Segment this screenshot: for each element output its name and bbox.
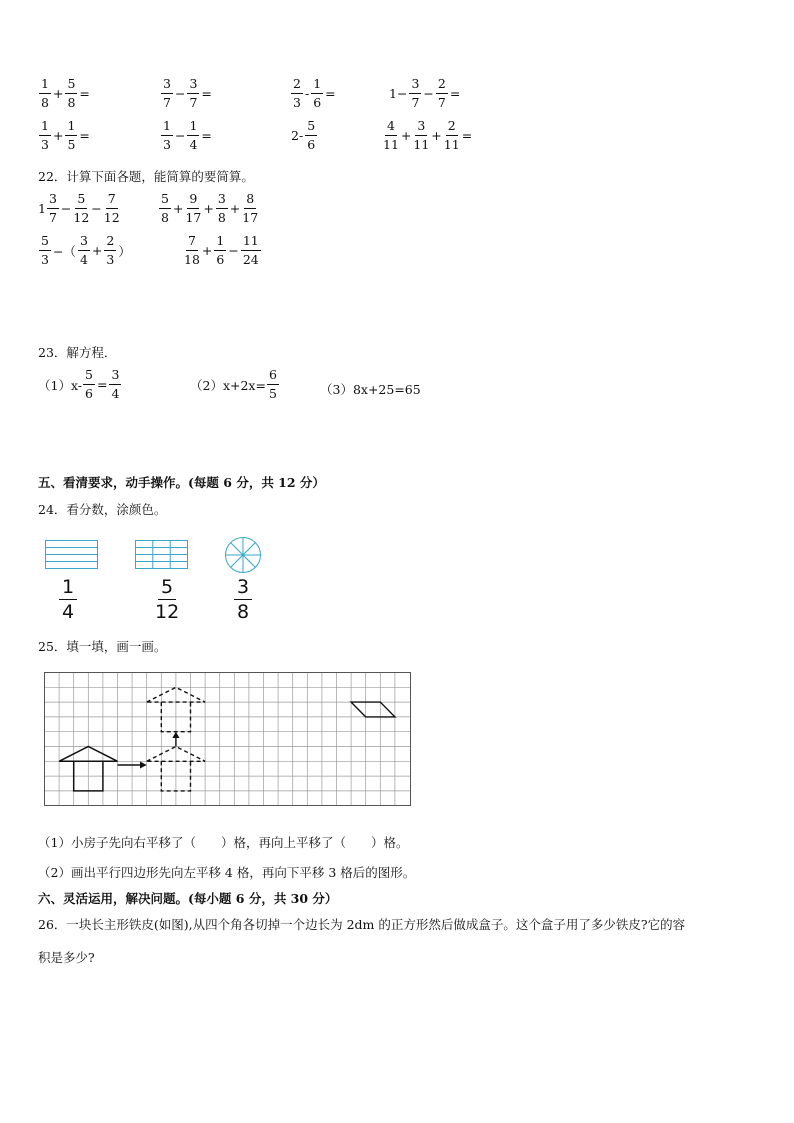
numerator: 5	[305, 120, 317, 136]
q22-expr-3	[38, 235, 132, 266]
close-paren: ）	[118, 243, 131, 259]
translation-grid-figure[interactable]	[44, 672, 414, 808]
denominator: 7	[163, 94, 171, 110]
rectangle-four-strips[interactable]	[45, 540, 99, 570]
operator: −	[174, 128, 186, 143]
numerator: 3	[78, 235, 90, 251]
denominator: 8	[41, 94, 49, 110]
rectangle-twelve-cells[interactable]	[135, 540, 189, 570]
q23-equation-2	[190, 369, 280, 400]
denominator: 7	[411, 94, 420, 110]
denominator: 3	[163, 136, 171, 152]
numerator: 1	[65, 120, 77, 136]
numerator: 1	[39, 78, 51, 94]
denominator: 4	[111, 385, 120, 401]
operator: −	[228, 243, 239, 258]
q25-title: 25．填一填，画一画。	[38, 639, 167, 654]
operator: +	[52, 128, 64, 143]
numerator: 5	[158, 578, 176, 600]
leading-term: 1−	[389, 86, 408, 101]
numerator: 3	[47, 193, 59, 209]
equals-sign: =	[201, 86, 212, 101]
numerator: 6	[267, 369, 279, 385]
fraction-label-1	[58, 578, 78, 622]
denominator: 3	[106, 251, 115, 267]
denominator: 12	[103, 209, 120, 225]
denominator: 8	[237, 601, 250, 623]
arrow-up-icon	[172, 732, 179, 747]
numerator: 3	[409, 78, 421, 94]
operator: -	[304, 86, 310, 101]
denominator: 6	[85, 385, 93, 401]
q23-equation-1	[38, 369, 122, 400]
denominator: 12	[155, 601, 180, 623]
denominator: 8	[217, 209, 226, 225]
numerator: 2	[104, 235, 116, 251]
numerator: 7	[186, 235, 198, 251]
denominator: 3	[41, 136, 49, 152]
drill-2-1	[38, 120, 91, 151]
operator: −（	[52, 243, 76, 259]
numerator: 1	[161, 120, 173, 136]
operator: +	[431, 128, 442, 143]
denominator: 3	[41, 251, 49, 267]
equals-sign: =	[325, 86, 336, 101]
q22-expr-1	[38, 193, 121, 224]
numerator: 8	[244, 193, 256, 209]
numerator: 4	[385, 120, 397, 136]
numerator: 5	[75, 193, 87, 209]
denominator: 17	[185, 209, 202, 225]
drill-1-3	[290, 78, 337, 109]
drill-1-4	[388, 78, 461, 109]
equals-sign: =	[96, 377, 108, 392]
numerator: 2	[291, 78, 303, 94]
denominator: 8	[161, 209, 169, 225]
drill-2-3	[290, 120, 318, 151]
q25-part-1: （1）小房子先向右平移了（ ）格，再向上平移了（ ）格。	[38, 835, 409, 850]
numerator: 5	[159, 193, 171, 209]
denominator: 7	[48, 209, 57, 225]
section-5-title: 五、看清要求，动手操作。(每题 6 分，共 12 分）	[38, 475, 325, 490]
denominator: 4	[79, 251, 88, 267]
q22-expr-2	[158, 193, 259, 224]
denominator: 11	[383, 136, 399, 152]
operator: +	[400, 128, 412, 143]
operator: +	[52, 86, 64, 101]
drill-2-2	[160, 120, 213, 151]
numerator: 11	[241, 235, 261, 251]
equation-label: （2）x+2x=	[190, 377, 266, 393]
denominator: 6	[313, 94, 322, 110]
numerator: 1	[214, 235, 226, 251]
q23-title: 23．解方程．	[38, 345, 117, 360]
numerator: 1	[187, 120, 199, 136]
numerator: 5	[83, 369, 95, 385]
q24-title: 24．看分数，涂颜色。	[38, 502, 167, 517]
denominator: 6	[216, 251, 225, 267]
equals-sign: =	[79, 86, 90, 101]
operator: +	[172, 201, 184, 216]
denominator: 12	[73, 209, 90, 225]
fraction-label-3	[233, 578, 253, 622]
numerator: 3	[415, 120, 427, 136]
q22-expr-4	[183, 235, 262, 266]
denominator: 18	[184, 251, 200, 267]
grid-lines	[45, 673, 411, 806]
denominator: 8	[67, 94, 76, 110]
denominator: 3	[293, 94, 301, 110]
denominator: 5	[67, 136, 76, 152]
numerator: 3	[161, 78, 173, 94]
denominator: 4	[189, 136, 198, 152]
equation-label: （1）x-	[38, 377, 83, 393]
drill-1-1	[38, 78, 91, 109]
denominator: 5	[268, 385, 277, 401]
numerator: 5	[39, 235, 51, 251]
numerator: 2	[446, 120, 458, 136]
numerator: 3	[216, 193, 228, 209]
drill-2-4	[382, 120, 473, 151]
operator: +	[91, 243, 103, 258]
operator: +	[229, 201, 241, 216]
denominator: 4	[62, 601, 75, 623]
numerator: 3	[109, 369, 121, 385]
equals-sign: =	[461, 128, 473, 143]
fraction-label-2	[154, 578, 180, 622]
denominator: 17	[242, 209, 259, 225]
parallelogram-shape	[351, 702, 395, 717]
operator: −	[174, 86, 186, 101]
numerator: 2	[436, 78, 448, 94]
q25-part-2: （2）画出平行四边形先向左平移 4 格，再向下平移 3 格后的图形。	[38, 865, 416, 880]
q26-line-1: 26．一块长主形铁皮(如图),从四个角各切掉一个边长为 2dm 的正方形然后做成盒子。这个盒子用了多少铁皮?它的容	[38, 917, 686, 932]
numerator: 5	[65, 78, 77, 94]
q22-title: 22．计算下面各题，能简算的要简算。	[38, 169, 254, 184]
leading-term: 2-	[291, 128, 304, 143]
numerator: 7	[106, 193, 118, 209]
equals-sign: =	[201, 128, 212, 143]
denominator: 11	[443, 136, 460, 152]
operator: +	[201, 243, 213, 258]
operator: −	[60, 201, 72, 216]
numerator: 1	[311, 78, 323, 94]
q26-line-2: 积是多少?	[38, 950, 95, 965]
equals-sign: =	[449, 86, 461, 101]
denominator: 6	[307, 136, 316, 152]
operator: −	[91, 201, 102, 216]
circle-eight-sectors[interactable]	[224, 536, 262, 574]
denominator: 24	[242, 251, 259, 267]
numerator: 3	[234, 578, 252, 600]
numerator: 1	[59, 578, 77, 600]
numerator: 1	[39, 120, 51, 136]
numerator: 3	[187, 78, 199, 94]
operator: +	[203, 201, 214, 216]
grid-border	[45, 673, 411, 806]
numerator: 9	[187, 193, 199, 209]
denominator: 7	[189, 94, 198, 110]
equals-sign: =	[79, 128, 90, 143]
operator: −	[423, 86, 434, 101]
drill-1-2	[160, 78, 213, 109]
denominator: 7	[437, 94, 446, 110]
q23-equation-3: （3）8x+25=65	[320, 382, 421, 397]
section-6-title: 六、灵活运用，解决问题。(每小题 6 分，共 30 分）	[38, 891, 338, 906]
whole-number: 1	[38, 201, 46, 216]
denominator: 11	[413, 136, 430, 152]
